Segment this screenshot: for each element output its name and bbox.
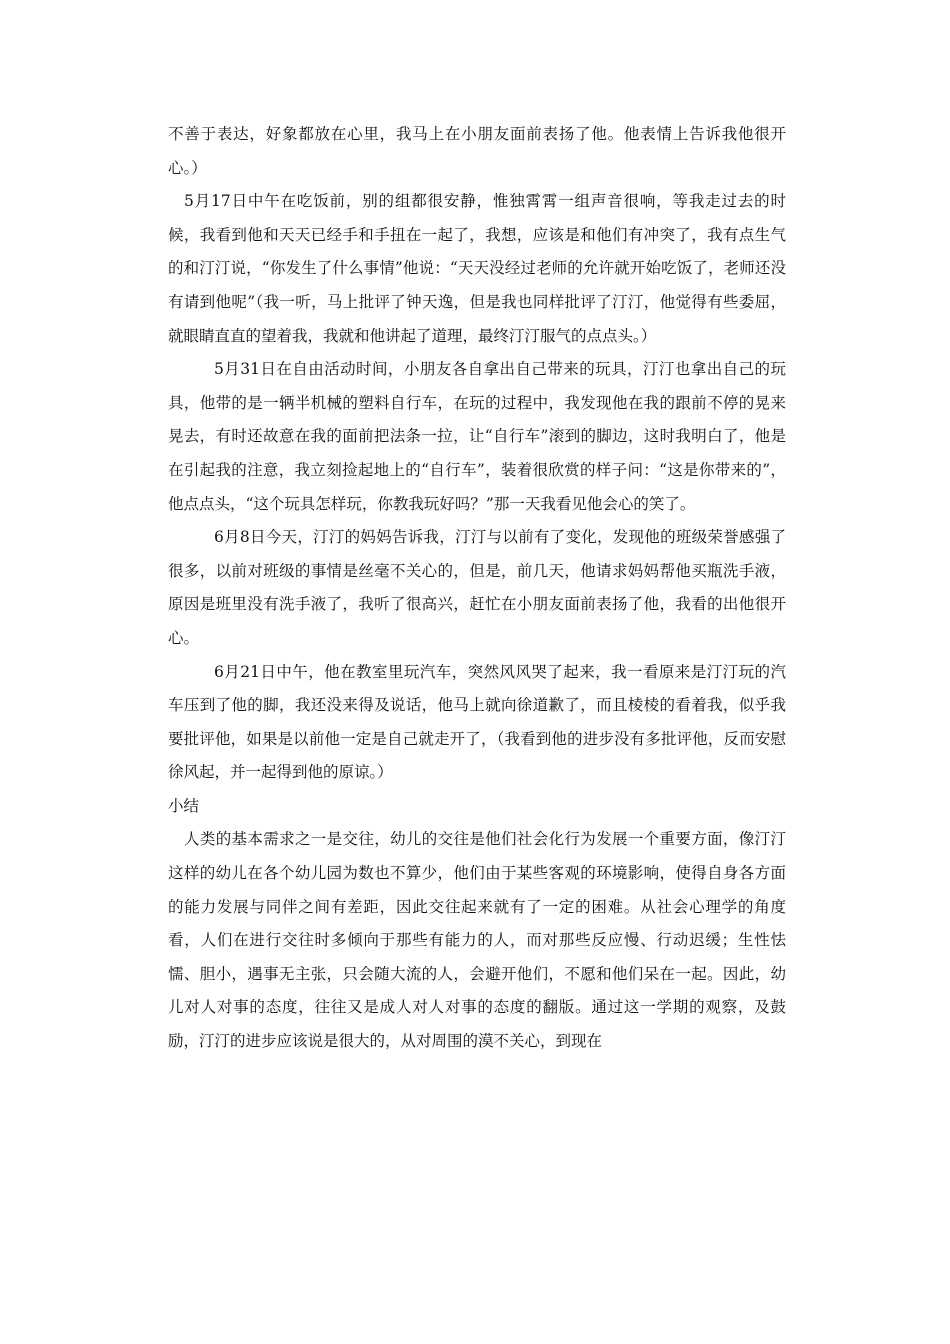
section-title: 小结 xyxy=(168,796,200,815)
paragraph-june-21: 6月21日中午，他在教室里玩汽车，突然风风哭了起来，我一看原来是汀汀玩的汽车压到了他的脚，我还没来得及说话，他马上就向徐道歉了，而且棱棱的看着我，似乎我要批评他，如果是以前他一定是自己就走开了，（我看到他的进步没有多批评他，反而安慰徐风起，并一起得到他的原谅。） xyxy=(168,662,786,782)
document-body xyxy=(168,118,786,1059)
paragraph-june-8: 6月8日今天，汀汀的妈妈告诉我，汀汀与以前有了变化，发现他的班级荣誉感强了很多，以前对班级的事情是丝毫不关心的，但是，前几天，他请求妈妈帮他买瓶洗手液，原因是班里没有洗手液了，我听了很高兴，赶忙在小朋友面前表扬了他，我看的出他很开心。 xyxy=(168,528,786,647)
paragraph-continuation: 不善于表达，好象都放在心里，我马上在小朋友面前表扬了他。他表情上告诉我他很开心。） xyxy=(168,125,786,177)
summary-paragraph: 人类的基本需求之一是交往，幼儿的交往是他们社会化行为发展一个重要方面，像汀汀这样的幼儿在各个幼儿园为数也不算少，他们由于某些客观的环境影响，使得自身各方面的能力发展与同伴之间有差距，因此交往起来就有了一定的困难。从社会心理学的角度看，人们在进行交往时多倾向于那些有能力的人，而对那些反应慢、行动迟缓；生性怯懦、胆小，遇事无主张，只会随大流的人，会避开他们，不愿和他们呆在一起。因此，幼儿对人对事的态度，往往又是成人对人对事的态度的翻版。通过这一学期的观察，及鼓励，汀汀的进步应该说是很大的，从对周围的漠不关心，到现在 xyxy=(168,830,786,1051)
paragraph-may-31: 5月31日在自由活动时间，小朋友各自拿出自己带来的玩具，汀汀也拿出自己的玩具，他带的是一辆半机械的塑料自行车，在玩的过程中，我发现他在我的跟前不停的晃来晃去，有时还故意在我的面前把法条一拉，让“自行车”滚到的脚边，这时我明白了，他是在引起我的注意，我立刻捡起地上的“自行车”，装着很欣赏的样子问：“这是你带来的”，他点点头，“这个玩具怎样玩，你教我玩好吗？”那一天我看见他会心的笑了。 xyxy=(168,360,786,513)
paragraph-may-17: 5月17日中午在吃饭前，别的组都很安静，惟独霄霄一组声音很响，等我走过去的时候，我看到他和天天已经手和手扭在一起了，我想，应该是和他们有冲突了，我有点生气的和汀汀说，“你发生了什么事情”他说：“天天没经过老师的允许就开始吃饭了，老师还没有请到他呢”（我一听，马上批评了钟天逸，但是我也同样批评了汀汀，他觉得有些委屈，就眼睛直直的望着我，我就和他讲起了道理，最终汀汀服气的点点头。） xyxy=(168,192,786,345)
